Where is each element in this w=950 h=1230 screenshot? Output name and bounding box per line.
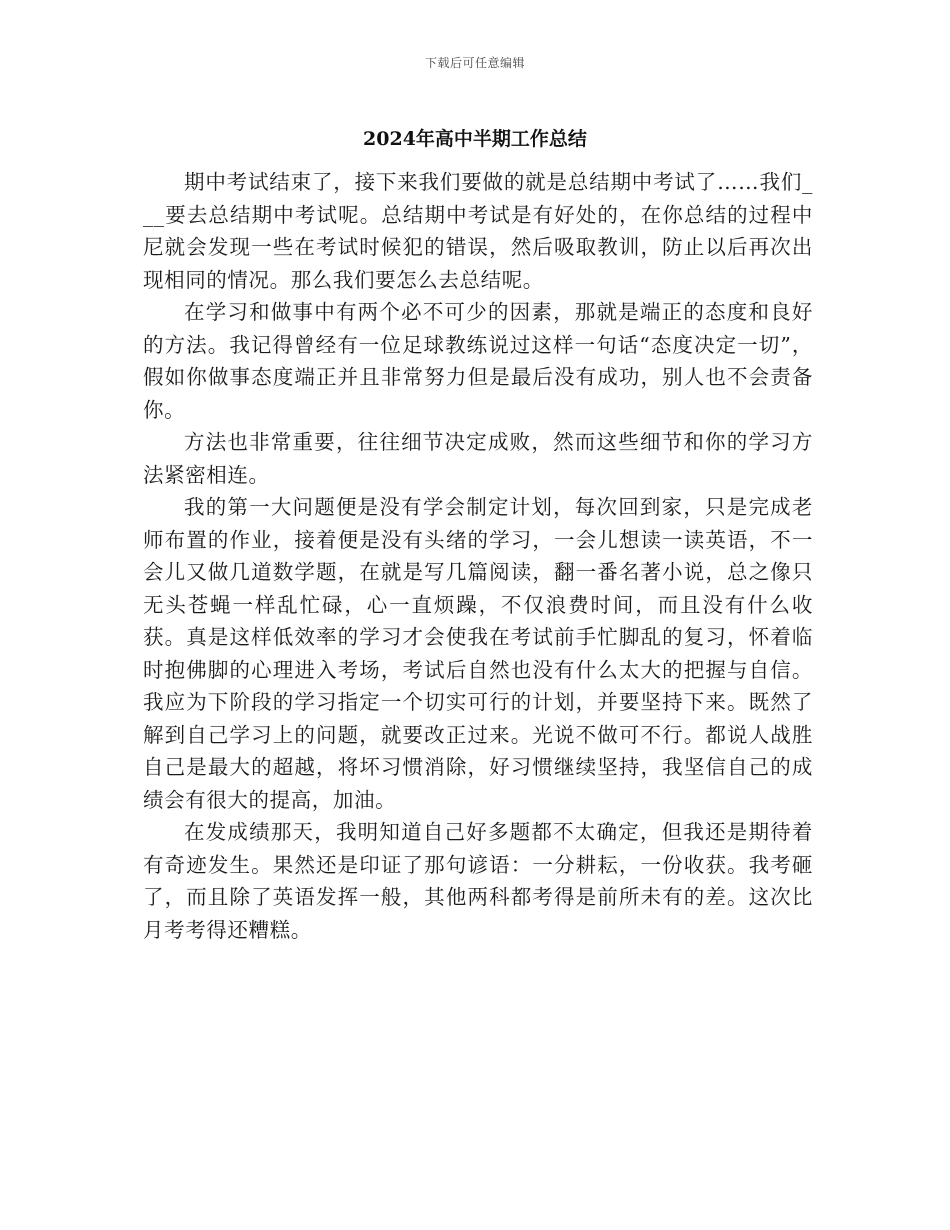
header-note: 下载后可任意编辑 [424, 56, 525, 70]
paragraph-3: 方法也非常重要，往往细节决定成败，然而这些细节和你的学习方法紧密相连。 [143, 430, 813, 487]
document-body [143, 166, 813, 946]
document-title: 2024年高中半期工作总结 [363, 128, 587, 150]
paragraph-5: 在发成绩那天，我明知道自己好多题都不太确定，但我还是期待着有奇迹发生。果然还是印证了那句谚语：一分耕耘，一份收获。我考砸了，而且除了英语发挥一般，其他两科都考得是前所未有的差。这次比月考考得还糟糕。 [143, 820, 813, 942]
paragraph-4: 我的第一大问题便是没有学会制定计划，每次回到家，只是完成老师布置的作业，接着便是没有头绪的学习，一会儿想读一读英语，不一会儿又做几道数学题，在就是写几篇阅读，翻一番名著小说，总之像只无头苍蝇一样乱忙碌，心一直烦躁，不仅浪费时间，而且没有什么收获。真是这样低效率的学习才会使我在考试前手忙脚乱的复习，怀着临时抱佛脚的心理进入考场，考试后自然也没有什么太大的把握与自信。我应为下阶段的学习指定一个切实可行的计划，并要坚持下来。既然了解到自己学习上的问题，就要改正过来。光说不做可不行。都说人战胜自己是最大的超越，将坏习惯消除，好习惯继续坚持，我坚信自己的成绩会有很大的提高，加油。 [143, 495, 813, 812]
paragraph-2: 在学习和做事中有两个必不可少的因素，那就是端正的态度和良好的方法。我记得曾经有一位足球教练说过这样一句话“态度决定一切”，假如你做事态度端正并且非常努力但是最后没有成功，别人也不会责备你。 [143, 300, 813, 422]
paragraph-1: 期中考试结束了，接下来我们要做的就是总结期中考试了……我们___要去总结期中考试呢。总结期中考试是有好处的，在你总结的过程中尼就会发现一些在考试时候犯的错误，然后吸取教训，防止以后再次出现相同的情况。那么我们要怎么去总结呢。 [143, 170, 813, 292]
